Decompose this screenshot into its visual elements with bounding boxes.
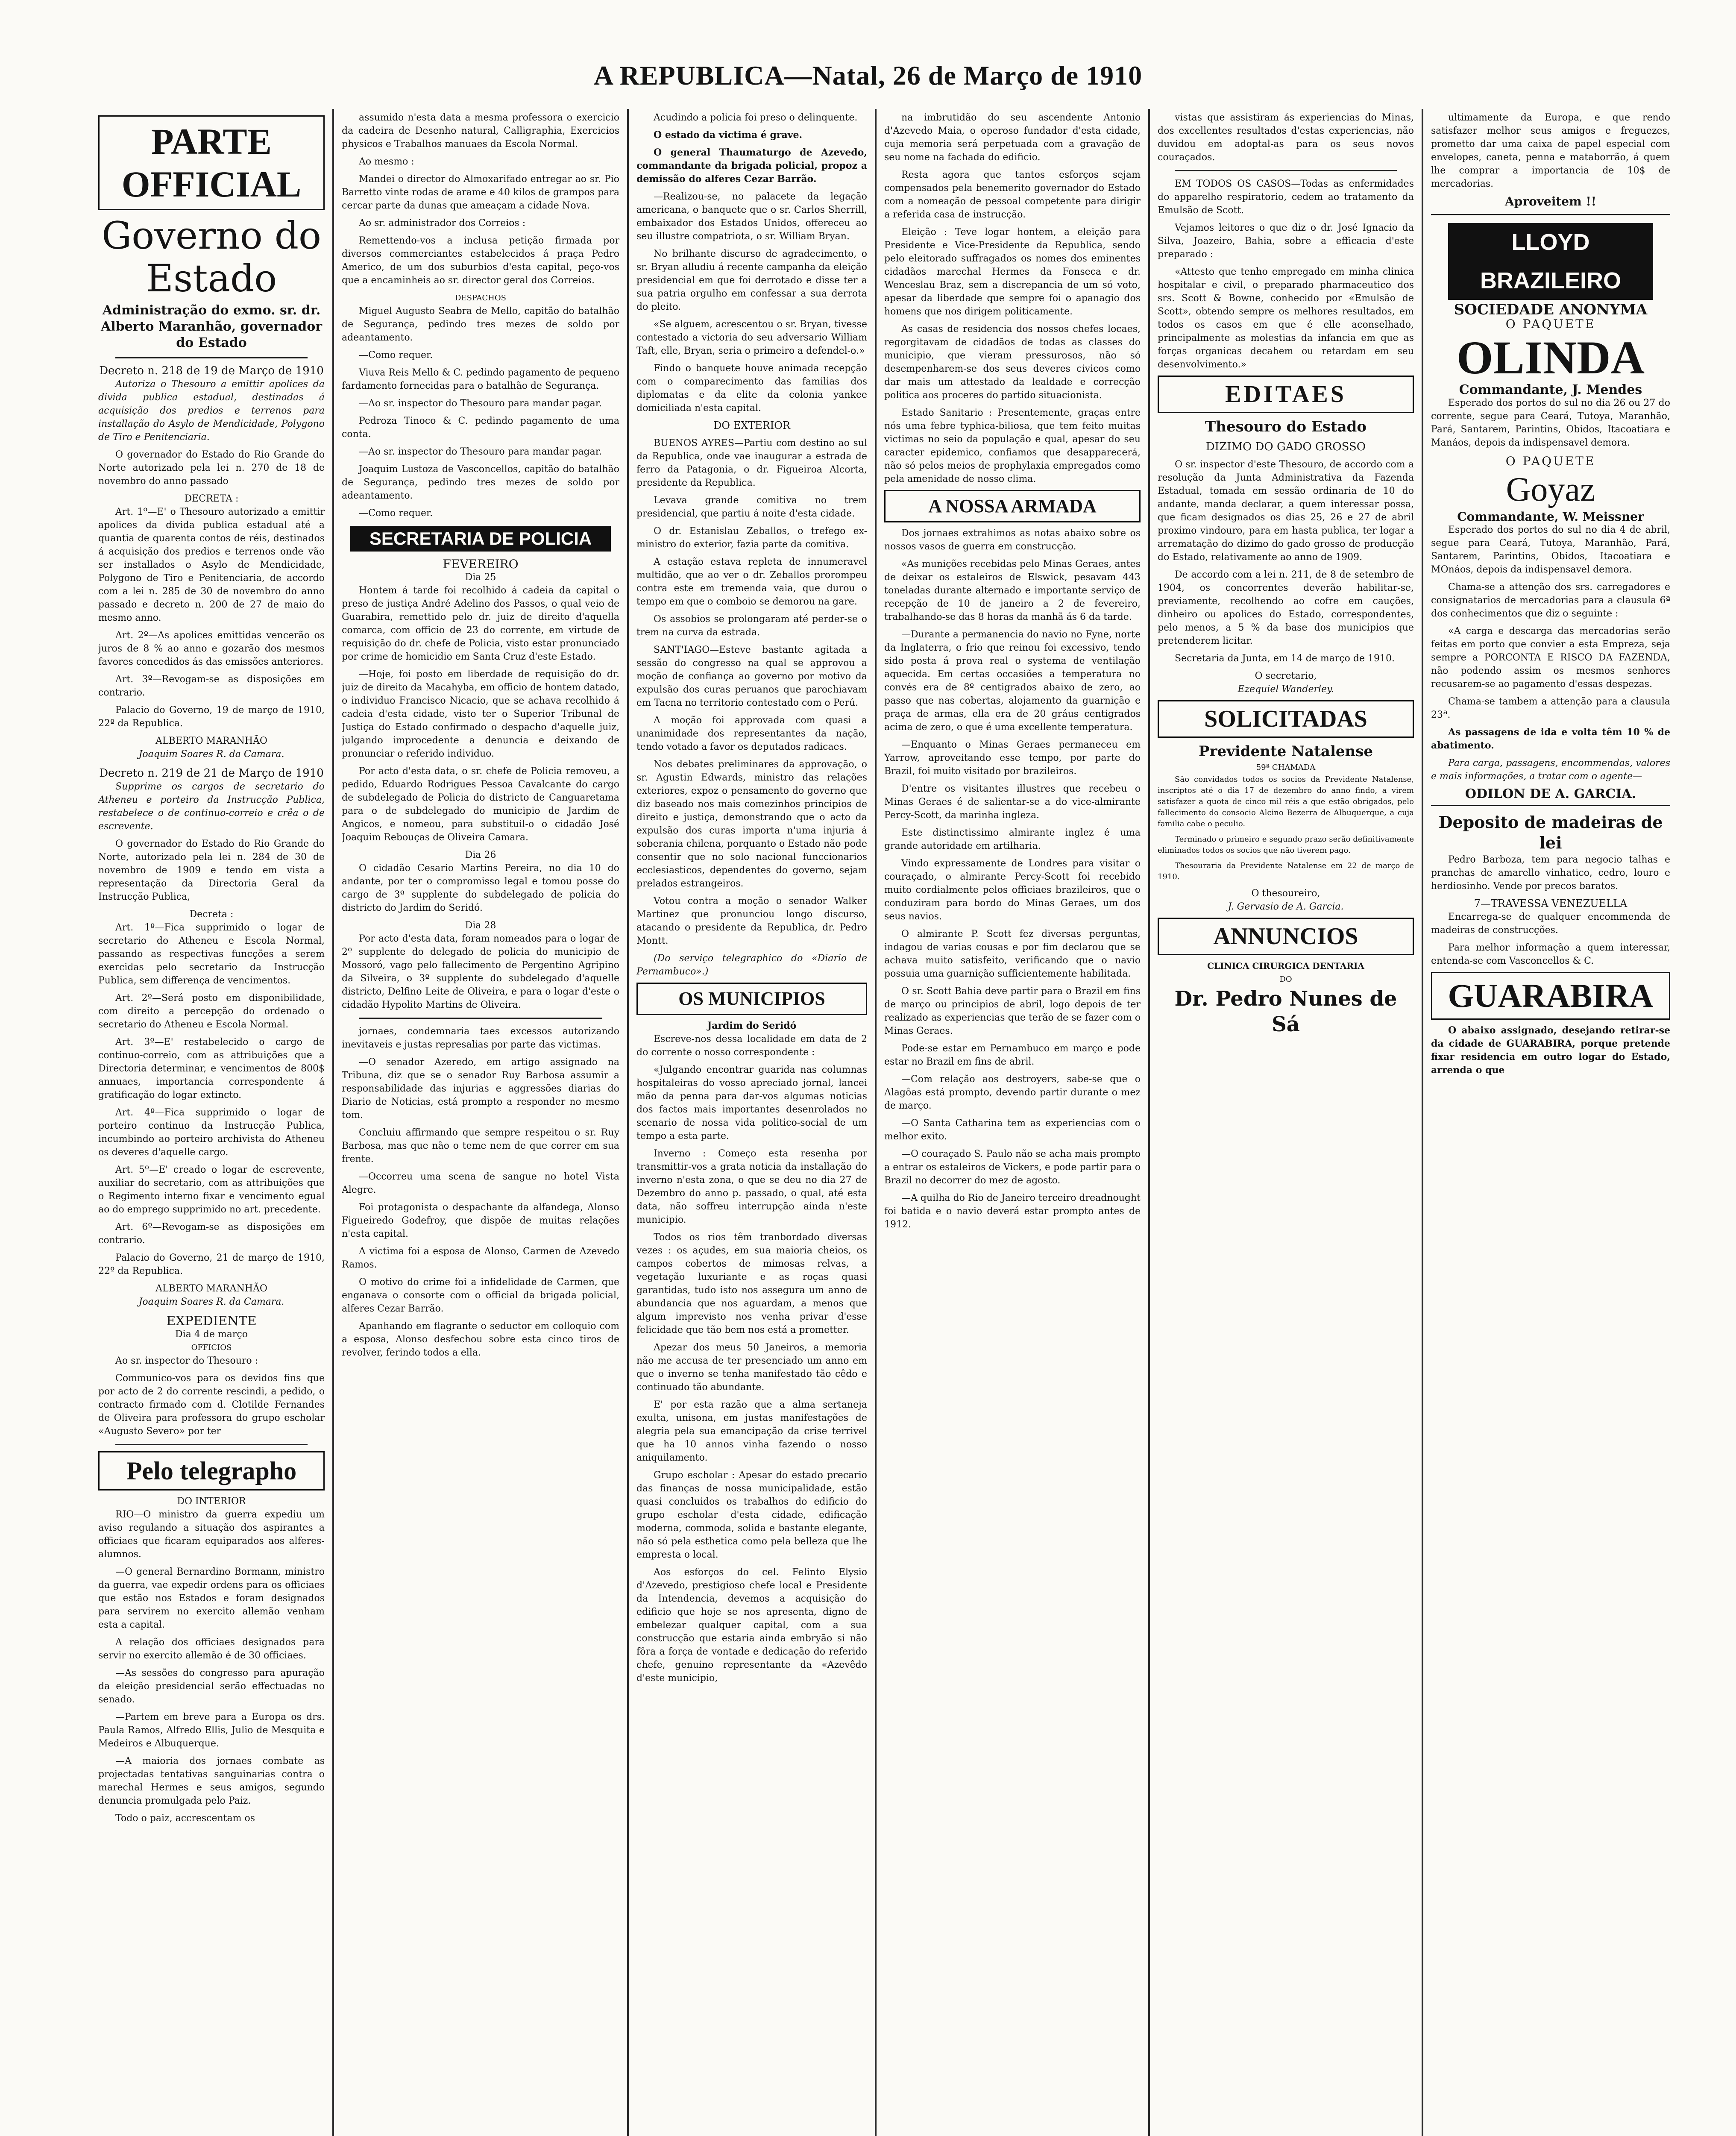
article-text: Vindo expressamente de Londres para visitar o couraçado, o almirante Percy-Scott foi recebido muito cordialmente pelos officiaes brazileiros, que o conduziram para bordo do Minas Geraes, um dos seus navios. [884,858,1141,922]
aproveitem: Aproveitem !! [1504,194,1597,208]
column-4 [884,111,1141,2136]
article-text: O cidadão Cesario Martins Pereira, no dia 10 do andante, por ter o compromisso legal e tomou posse do cargo de 3º supplente do subdelegado de policia do districto do Jardim do Seridó. [342,863,619,913]
article-text: E' por esta razão que a alma sertaneja exulta, unisona, em justas manifestações de alegria pela sua emancipação da crise terrivel que ha 10 annos vinha fazendo o nosso aniquilamento. [636,1400,867,1463]
article-text: Vejamos leitores o que diz o dr. José Ignacio da Silva, Joazeiro, Bahia, sobre a efficacia d'este preparado : [1158,223,1414,260]
decreto1-title: Decreto n. 218 de 19 de Março de 1910 [99,364,324,377]
editaes-heading: EDITAES [1158,376,1414,413]
article-text: São convidados todos os socios da Previdente Natalense, inscriptos até o dia 17 de dezembro do anno findo, a virem satisfazer a quota de cinco mil réis a que estão obrigados, pelo fallecimento do consocio Alcino Bezerra de Albuquerque, a cuja familia cabe o peculio. [1158,775,1414,828]
travessa-address: 7—TRAVESSA VENEZUELLA [1474,898,1628,910]
article-text: BUENOS AYRES—Partiu com destino ao sul da Republica, onde vae inaugurar a estrada de ferro da Patagonia, o dr. Figueiroa Alcorta, presidente da Republica. [636,438,867,488]
parte-official-heading: PARTE OFFICIAL [98,115,325,210]
article-text: O motivo do crime foi a infidelidade de Carmen, que enganava o consorte com o official da brigada policial, alferes Cezar Barrão. [342,1277,619,1314]
lloyd-heading: LLOYD BRAZILEIRO [1448,223,1653,300]
article-text: Acudindo a policia foi preso o delinquente. [654,112,858,123]
article-text: Levava grande comitiva no trem presidencial, que partiu á noite d'esta cidade. [636,495,867,519]
officio-text: Ao sr. inspector do Thesouro : [115,1356,258,1366]
divider [115,357,308,358]
column-1 [98,111,325,2136]
signature: ALBERTO MARANHÃO [155,736,267,746]
article-text: —O Santa Catharina tem as experiencias com o melhor exito. [884,1118,1141,1142]
article-text: Terminado o primeiro e segundo prazo serão definitivamente eliminados todos os socios que não tiverem pago. [1158,835,1414,855]
clinica-heading: CLINICA CIRURGICA DENTARIA [1207,961,1364,971]
article-text: As casas de residencia dos nossos chefes locaes, regorgitavam de cidadãos de todas as classes do municipio, que vieram pressurosos, não só desempenharem-se dos seus deveres civicos como dar mais um attestado da lealdade e correcção politica aos proceres do partido situacionista. [884,324,1141,401]
article-text: Para melhor informação a quem interessar, entenda-se com Vasconcellos & C. [1431,942,1670,966]
solicitadas-heading: SOLICITADAS [1158,700,1414,738]
palacio1: Palacio do Governo, 19 de março de 1910, 22º da Republica. [98,705,325,729]
guarabira-heading: GUARABIRA [1431,972,1670,1020]
column-6 [1431,111,1670,2136]
article-text: Dos jornaes extrahimos as notas abaixo sobre os nossos vasos de guerra em construcção. [884,528,1141,552]
signature: Ezequiel Wanderley. [1237,684,1334,695]
article-text: A moção foi approvada com quasi a unanimidade dos representantes da nação, tendo votado a favor os deputados radicaes. [636,715,867,752]
article-text: —Occorreu uma scena de sangue no hotel Vista Alegre. [342,1171,619,1195]
article-text: O dr. Estanislau Zeballos, o trefego ex-ministro do exterior, fazia parte da comitiva. [636,526,867,550]
decreta-label: Decreta : [189,909,234,920]
signature: Joaquim Soares R. da Camara. [138,749,284,760]
deposito-heading: Deposito de madeiras de lei [1438,813,1663,852]
article-text: O sr. inspector d'este Thesouro, de accordo com a resolução da Junta Administrativa da Fazenda Estadual, tomada em sessão ordinaria de 10 do andante, manda declarar, a quem interessar possa, que ficam designados os dias 25, 26 e 27 de abril proximo vindouro, para em hasta publica, ter logar a arrematação do dizimo do gado grosso de producção do Estado, relativamente ao anno de 1909. [1158,459,1414,563]
interior-heading: DO INTERIOR [177,1496,246,1507]
article-text: Por acto d'esta data, o sr. chefe de Policia removeu, a pedido, Eduardo Rodrigues Pessoa Cavalcante do cargo de subdelegado de Policia do districto de Canguaretama para o de subdelegado do municipio de Jardim de Angicos, e nomeou, para substituil-o o cidadão José Joaquim Rebouças de Oliveira Camara. [342,766,619,843]
article-text: Escreve-nos dessa localidade em data de 2 do corrente o nosso correspondente : [636,1034,867,1058]
article-text: Esperado dos portos do sul no dia 26 ou 27 do corrente, segue para Ceará, Tutoya, Maranhão, Pará, Santarem, Parintins, Obidos, Itacoatiara e Manáos, depois da indispensavel demora. [1431,398,1670,448]
paquete-label: O PAQUETE [1505,454,1596,468]
article-text: «Julgando encontrar guarida nas columnas hospitaleiras do vosso apreciado jornal, lancei mão da penna para dar-vos algumas noticias dos factos mais importantes desenrolados no scenario de nossa vida politico-social de um tempo a esta parte. [636,1065,867,1141]
article-text: Inverno : Começo esta resenha por transmittir-vos a grata noticia da installação do inverno n'esta zona, o que se deu no dia 27 de Dezembro do anno p. passado, o qual, até esta data, não soffreu interrupção ainda n'este municipio. [636,1148,867,1225]
dia-heading: Dia 25 [465,572,496,583]
article-text: Apanhando em flagrante o seductor em colloquio com a esposa, Alonso desfechou sobre esta cinco tiros de revolver, ferindo todos a ella. [342,1321,619,1358]
telegram: —A maioria dos jornaes combate as projectadas tentativas sanguinarias contra o marechal Hermes e seus amigos, segundo denuncia promulgada pelo Paiz. [98,1756,325,1806]
article-text: —Durante a permanencia do navio no Fyne, norte da Inglaterra, o frio que reinou foi excessivo, tendo sido posta á prova real o systema de ventilação aquecida. Em certas occasiões a temperatura no convés era de 8º centigrados abaixo de zero, ao passo que nas cobertas, alojamento da guarnição e praça de armas, ella era de 20 gráus centigrados acima de zero, o que é uma excellente temperatura. [884,629,1141,733]
column-2 [342,111,619,2136]
article-text: EM TODOS OS CASOS—Todas as enfermidades do apparelho respiratorio, cedem ao tratamento da Emulsão de Scott. [1158,179,1414,216]
signature: O thesoureiro, [1251,888,1320,899]
article-text: Pedro Barboza, tem para negocio talhas e pranchas de amarello vinhatico, cedro, louro e herdiosinho. Vende por precos baratos. [1431,854,1670,892]
masthead-title: A REPUBLICA—Natal, 26 de Março de 1910 [593,60,1143,91]
decreto2-art1: Art. 1º—Fica supprimido o logar de secretario do Atheneu e Escola Normal, passando as respectivas funcções a serem exercidas pelo secretario da Instrucção Publica, sem differença de vencimentos. [98,922,325,986]
telegram: A relação dos officiaes designados para servir no exercito allemão é de 30 officiaes. [98,1637,325,1661]
governo-heading: Governo do Estado [101,214,322,300]
decreto2-art6: Art. 6º—Revogam-se as disposições em contrario. [98,1222,325,1246]
article-text: Por acto d'esta data, foram nomeados para o logar de 2º supplente do delegado de policia do municipio de Mossoró, vago pelo fallecimento de Pergentino Agripino da Silveira, o 3º supplente do subdelegado d'aquelle districto, Delfino Leite de Oliveira, e para o logar d'este o cidadão Hypolito Martins de Oliveira. [342,933,619,1010]
previdente-heading: Previdente Natalense [1199,743,1373,760]
decreto2-art5: Art. 5º—E' creado o logar de escrevente, auxiliar do secretario, com as attribuições que o Regimento interno fixar e vencimento egual ao do emprego supprimido no art. precedente. [98,1165,325,1215]
article-text: Miguel Augusto Seabra de Mello, capitão do batalhão de Segurança, pedindo tres mezes de soldo por adeantamento. [342,306,619,343]
article-text: Grupo escholar : Apesar do estado precario das finanças de nossa municipalidade, estão quasi concluidos os trabalhos do edificio do grupo escholar d'esta cidade, edificação moderna, commoda, solida e bastante elegante, não só pela esthetica como pela belleza que lhe empresta o local. [636,1470,867,1560]
commandante: Commandante, J. Mendes [1459,382,1642,397]
decreto1-text: O governador do Estado do Rio Grande do Norte autorizado pela lei n. 270 de 18 de novembro do anno passado [98,449,325,487]
expediente-heading: EXPEDIENTE [166,1314,257,1329]
article-text: Chama-se a attenção dos srs. carregadores e consignatarios de mercadorias para a clausula 6ª dos conhecimentos que diz o seguinte : [1431,582,1670,619]
jardim-heading: Jardim do Seridó [707,1020,797,1031]
article-text: SANT'IAGO—Esteve bastante agitada a sessão do congresso na qual se approvou a moção de confiança ao governo por motivo da expulsão dos curas peruanos que parochiavam em Tacna no territorio contestado com o Perú. [636,645,867,708]
article-text: Encarrega-se de qualquer encommenda de madeiras de construcções. [1431,912,1670,936]
article-text: Apezar dos meus 50 Janeiros, a memoria não me accusa de ter presenciado um anno em que o inverno se tenha manifestado tão cêdo e continuado tão abundante. [636,1342,867,1393]
column-3 [636,111,867,2136]
decreto1-summary: Autoriza o Thesouro a emittir apolices da divida publica estadual, destinadas á acquisição dos predios e terrenos para installação do Asylo de Mendicidade, Polygono de Tiro e Penitenciaria. [98,379,325,443]
article-text: Foi protagonista o despachante da alfandega, Alonso Figueiredo Godefroy, que dispõe de muitas relações n'esta capital. [342,1202,619,1239]
article-text: O estado da victima é grave. [654,129,803,141]
article-text: —Ao sr. inspector do Thesouro para mandar pagar. [359,446,602,457]
article-text: O sr. Scott Bahia deve partir para o Brazil em fins de março ou principios de abril, logo depois de ter realizado as experiencias que terão de se fazer com o Minas Geraes. [884,986,1141,1036]
article-text: Chama-se tambem a attenção para a clausula 23ª. [1431,696,1670,720]
article-text: —O senador Azeredo, em artigo assignado na Tribuna, diz que se o senador Ruy Barbosa assumir a responsabilidade das injurias e aggressões diarias do Diario de Noticias, está prompto a responder no mesmo tom. [342,1057,619,1121]
column-rule [332,109,334,2136]
armada-heading: A NOSSA ARMADA [884,490,1141,522]
article-text: —Realizou-se, no palacete da legação americana, o banquete que o sr. Carlos Sherrill, embaixador dos Estados Unidos, offereceu ao seu illustre compatriota, o sr. William Bryan. [636,191,867,242]
decreto1-art3: Art. 3º—Revogam-se as disposições em contrario. [98,674,325,698]
telegram: —Partem em breve para a Europa os drs. Paula Ramos, Alfredo Ellis, Julio de Mesquita e Medeiros e Albuquerque. [98,1712,325,1749]
masthead [0,60,1736,107]
decreto2-art4: Art. 4º—Fica supprimido o logar de porteiro continuo da Instrucção Publica, incumbindo ao porteiro archivista do Atheneu os deveres d'aquelle cargo. [98,1107,325,1158]
agent-name: ODILON DE A. GARCIA. [1465,786,1636,801]
article-text: «Se alguem, acrescentou o sr. Bryan, tivesse contestado a victoria do seu adversario William Taft, elle, Bryan, seria o primeiro a defendel-o.» [636,319,867,356]
decreto2-text: O governador do Estado do Rio Grande do Norte, autorizado pela lei n. 284 de 30 de novembro de 1909 e tendo em vista a representação da Directoria Geral da Instrucção Publica, [98,839,325,902]
article-text: Joaquim Lustoza de Vasconcellos, capitão do batalhão de Segurança, pedindo tres mezes de soldo por adeantamento. [342,464,619,501]
goyaz-heading: Goyaz [1506,471,1595,508]
article-text: Mandei o director do Almoxarifado entregar ao sr. Pio Barretto vinte rodas de arame e 40 kilos de grampos para cercar parte da dunas que ameaçam a cidade Nova. [342,174,619,211]
article-text: Resta agora que tantos esforços sejam compensados pela benemerito governador do Estado com a nomeação de pessoal competente para dirigir a referida casa de instrucção. [884,170,1141,220]
dizimo-heading: DIZIMO DO GADO GROSSO [1205,440,1366,453]
article-text: «A carga e descarga das mercadorias serão feitas em porto que convier a esta Empreza, seja sempre a PORCONTA E RISCO DA FAZENDA, não podendo assim os mesmos senhores recusarem-se ao pagamento d'essas despezas. [1431,626,1670,690]
article-text: vistas que assistiram ás experiencias do Minas, dos excellentes resultados d'estas experiencias, não duvidou em adoptal-as para os seus novos couraçados. [1158,112,1414,163]
signature: ALBERTO MARANHÃO [155,1283,267,1294]
doctor-name: Dr. Pedro Nunes de Sá [1174,987,1397,1036]
article-text: Concluiu affirmando que sempre respeitou o sr. Ruy Barbosa, mas que não o teme nem de que correr em sua frente. [342,1127,619,1165]
telegram: RIO—O ministro da guerra expediu um aviso regulando a situação dos aspirantes a officiaes que ficaram equiparados aos alferes-alumnos. [98,1509,325,1560]
dia4: Dia 4 de março [175,1329,248,1340]
exterior-heading: DO EXTERIOR [713,420,790,431]
article-text: O abaixo assignado, desejando retirar-se da cidade de GUARABIRA, porque pretende fixar residencia em outro logar do Estado, arrenda o que [1431,1025,1670,1076]
article-text: Remettendo-vos a inclusa petição firmada por diversos commerciantes estabelecidos á praça Pedro Americo, de um dos suburbios d'esta capital, peço-vos que a encaminheis ao sr. director geral dos Correios. [342,235,619,286]
article-text: —O couraçado S. Paulo não se acha mais prompto a entrar os estaleiros de Vickers, e pode partir para o Brazil no decorrer do mez de agosto. [884,1149,1141,1186]
article-text: Para carga, passagens, encommendas, valores e mais informações, a tratar com o agente— [1431,758,1670,782]
column-5 [1158,111,1414,2136]
dia-heading: Dia 26 [465,850,496,860]
decreto2-art2: Art. 2º—Será posto em disponibilidade, com direito a percepção do ordenado o secretario do Atheneu e Escola Normal. [98,993,325,1030]
article-text: A estação estava repleta de innumeravel multidão, que ao ver o dr. Zeballos prorompeu contra este em tremenda vaia, que durou o tempo em que o comboio se demorou na gare. [636,557,867,607]
article-text: «As munições recebidas pelo Minas Geraes, antes de deixar os estaleiros de Elswick, pesavam 443 toneladas durante alternado e importante serviço de recepção de 10 de janeiro a 2 de fevereiro, trabalhando-se das 8 horas da manhã ás 6 da tarde. [884,559,1141,622]
clinica-do: DO [1279,975,1292,984]
admin-heading: Administração do exmo. sr. dr. Alberto Maranhão, governador do Estado [100,303,323,350]
thesouro-heading: Thesouro do Estado [1205,418,1367,435]
article-text: Viuva Reis Mello & C. pedindo pagamento de pequeno fardamento fornecidas para o batalhão de Segurança. [342,367,619,391]
telegram: —As sessões do congresso para apuração da eleição presidencial serão effectuadas no senado. [98,1668,325,1705]
article-text: Ao sr. administrador dos Correios : [359,218,526,229]
lloyd-ad [1431,214,1670,806]
article-text: Os assobios se prolongaram até perder-se o trem na curva da estrada. [636,614,867,638]
article-text: A victima foi a esposa de Alonso, Carmen de Azevedo Ramos. [342,1246,619,1270]
article-text: No brilhante discurso de agradecimento, o sr. Bryan alludiu á recente campanha da eleição presidencial em que foi derrotado e disse ter a sua patria orgulho em confessar a sua derrota do pleito. [636,249,867,312]
article-text: —Com relação aos destroyers, sabe-se que o Alagôas está prompto, devendo partir durante o mez de março. [884,1074,1141,1111]
article-text: Hontem á tarde foi recolhido á cadeia da capital o preso de justiça André Adelino dos Passos, o qual veio de Guarabira, remettido pelo dr. juiz de direito d'aquella comarca, com officio de 23 do corrente, em virtude de requisição do dr. chefe de Policia, visto estar pronunciado por crime de homicidio em Santa Cruz d'este Estado. [342,585,619,662]
column-rule [627,109,629,2136]
divider [359,1018,602,1019]
column-rule [1148,109,1150,2136]
column-rule [875,109,877,2136]
decreta-label: DECRETA : [184,493,239,504]
article-text: Estado Sanitario : Presentemente, graças entre nós uma febre typhica-biliosa, que tem feito muitas victimas no seio da população e qual, apesar do seu caracter epidemico, confiamos que desapparecerá, não só pelos meios de prophylaxia empregados como pela amenidade de nosso clima. [884,408,1141,484]
article-text: Pedroza Tinoco & C. pedindo pagamento de uma conta. [342,416,619,440]
secretaria-heading: SECRETARIA DE POLICIA [350,526,611,552]
article-text: Todos os rios têm tranbordado diversas vezes : os açudes, em sua maioria cheios, os campos cobertos de mimosas relvas, a vegetação luxuriante e as roças quasi garantidas, tudo isto nos assegura um anno de abundancia que nos aguardam, a menos que algum imprevisto nos venha privar d'esse felicidade que tão bem nos está a prometter. [636,1232,867,1335]
despachos-heading: DESPACHOS [455,293,506,302]
article-text: Findo o banquete houve animada recepção com o comparecimento das familias dos diplomatas e da elite da colonia yankee domiciliada n'esta capital. [636,363,867,414]
article-text: jornaes, condemnaria taes excessos autorizando inevitaveis e justas represalias por parte das victimas. [342,1026,619,1050]
decreto1-art2: Art. 2º—As apolices emittidas vencerão os juros de 8 % ao anno e gozarão dos mesmos favores concedidos ás das emissões anteriores. [98,630,325,667]
officios-heading: OFFICIOS [191,1343,232,1352]
article-text: As passagens de ida e volta têm 10 % de abatimento. [1431,727,1670,751]
article-text: Ao mesmo : [359,156,414,167]
article-text: —Hoje, foi posto em liberdade de requisição do dr. juiz de direito da Macahyba, em officio de hontem datado, o individuo Francisco Nicacio, que se achava recolhido á cadeia d'esta cidade, visto ter o Superior Tribunal de Justiça do Estado confirmado o despacho d'aquelle juiz, julgando improcedente a denuncia e deixando de pronunciar o referido individuo. [342,669,619,759]
divider [1175,170,1397,171]
signature: O secretario, [1255,671,1317,681]
article-text: Este distinctissimo almirante inglez é uma grande autoridade em artilharia. [884,827,1141,851]
article-text: Nos debates preliminares da approvação, o sr. Agustin Edwards, ministro das relações exteriores, expoz o pensamento do governo que diz baseado nos mais comezinhos principios de direito e justiça, demonstrando que o acto da expulsão dos curas importa n'uma injuria á soberania chilena, porquanto o Estado não pode consentir que no solo nacional funccionarios ecclesiasticos, dependentes do governo, sejam prelados estrangeiros. [636,759,867,889]
article-text: na imbrutidão do seu ascendente Antonio d'Azevedo Maia, o operoso fundador d'esta cidade, cuja memoria será perpetuada com a gravação de seu nome na fachada do edificio. [884,112,1141,163]
olinda-heading: OLINDA [1456,332,1645,384]
decreto2-summary: Supprime os cargos de secretario do Atheneu e porteiro da Instrucção Publica, restabelece o de continuo-correio e crêa o de escrevente. [98,781,325,832]
article-text: —Como requer. [359,350,433,361]
article-text: D'entre os visitantes illustres que recebeu o Minas Geraes é de salientar-se a do vice-almirante Percy-Scott, da marinha ingleza. [884,783,1141,821]
article-text: Eleição : Teve logar hontem, a eleição para Presidente e Vice-Presidente da Republica, sendo pelo eleitorado suffragados os nomes dos eminentes cidadãos marechal Hermes da Fonseca e dr. Wenceslau Braz, sem a discrepancia de um só voto, apesar da liberdade que sempre foi o apanagio dos homens que nos dirigem politicamente. [884,227,1141,317]
article-text: —Ao sr. inspector do Thesouro para mandar pagar. [359,398,602,409]
municipios-heading: OS MUNICIPIOS [636,983,867,1015]
article-text: Pode-se estar em Pernambuco em março e pode estar no Brazil em fins de abril. [884,1043,1141,1067]
signature: J. Gervasio de A. Garcia. [1228,901,1344,912]
article-text: Thesouraria da Previdente Natalense em 22 de março de 1910. [1158,861,1414,881]
decreto1-art1: Art. 1º—E' o Thesouro autorizado a emittir apolices da divida publica estadual até a quantia de quarenta contos de réis, destinados á acquisição dos predios e terrenos onde vão ser installados o Asylo de Mendicidade, Polygono de Tiro e Penitenciaria, de accordo com a lei n. 285 de 30 de novembro do anno passado e decreto n. 200 de 27 de maio do mesmo anno. [98,507,325,623]
telegram: —O general Bernardino Bormann, ministro da guerra, vae expedir ordens para os officiaes que estão nos Estados e foram designados para servirem no exercito allemão venham esta a capital. [98,1567,325,1630]
decreto2-title: Decreto n. 219 de 21 de Março de 1910 [99,767,324,780]
dia-heading: Dia 28 [465,920,496,931]
telegrapho-heading: Pelo telegrapho [98,1451,325,1491]
signature: Joaquim Soares R. da Camara. [138,1297,284,1307]
palacio2: Palacio do Governo, 21 de março de 1910, 22º da Republica. [98,1253,325,1276]
commandante: Commandante, W. Meissner [1457,510,1644,524]
annuncios-heading: ANNUNCIOS [1158,918,1414,955]
article-text: ultimamente da Europa, e que rendo satisfazer melhor seus amigos e freguezes, prometto dar uma caixa de papel especial com envelopes, caneta, penna e mataborrão, á quem lhe comprar a importancia de 10$ de mercadorias. [1431,112,1670,189]
article-text: assumido n'esta data a mesma professora o exercicio da cadeira de Desenho natural, Calligraphia, Exercicios physicos e Trabalhos manuaes da Escola Normal. [342,112,619,150]
article-text: Votou contra a moção o senador Walker Martinez que pronunciou longo discurso, atacando o presidente da Republica, dr. Pedro Montt. [636,896,867,946]
column-rule [1422,109,1423,2136]
paquete-label: O PAQUETE [1505,317,1596,331]
article-text: Aos esforços do cel. Felinto Elysio d'Azevedo, prestigioso chefe local e Presidente da Intendencia, devemos a acquisição do edificio que hoje se nos apresenta, digno de embelezar qualquer capital, com a sua construcção que estaria ainda embryão si não fôra a força de vontade e dedicação do referido chefe, genuino representante da «Azevêdo d'este municipio, [636,1567,867,1684]
divider [115,1444,308,1445]
article-text: —Como requer. [359,508,433,519]
article-text: (Do serviço telegraphico do «Diario de Pernambuco».) [636,953,867,977]
chamada-heading: 59ª CHAMADA [1256,763,1316,772]
article-text: O almirante P. Scott fez diversas perguntas, indagou de varias cousas e por fim declarou que se achava muito satisfeito, verificando que o navio possuia uma guarnição sufficientemente habilitada. [884,929,1141,979]
fevereiro-heading: FEVEREIRO [443,557,519,571]
article-text: De accordo com a lei n. 211, de 8 de setembro de 1904, os concorrentes deverão habilitar-se, previamente, recolhendo ao cofre em cauções, dinheiro ou apolices do Estado, correspondentes, pelo menos, a 5 % da base dos municipios que pretenderem licitar. [1158,569,1414,646]
article-text: Secretaria da Junta, em 14 de março de 1910. [1175,653,1395,664]
article-text: —A quilha do Rio de Janeiro terceiro dreadnought foi batida e o navio deverá estar prompto antes de 1912. [884,1193,1141,1230]
article-text: Esperado dos portos do sul no dia 4 de abril, segue para Ceará, Tutoya, Maranhão, Pará, Santarem, Parintins, Obidos, Itacoatiara e MOnáos, depois da indispensavel demora. [1431,525,1670,575]
telegram: Todo o paiz, accrescentam os [115,1813,255,1824]
article-text: —Enquanto o Minas Geraes permaneceu em Yarrow, aproveitando esse tempo, por parte do Brazil, foi muito visitado por brazileiros. [884,739,1141,777]
article-text: «Attesto que tenho empregado em minha clinica hospitalar e civil, o preparado pharmaceutico dos srs. Scott & Bowne, conhecido por «Emulsão de Scott», obtendo sempre os melhores resultados, em todos os casos em que é elle aconselhado, principalmente as molestias da infancia em que as forças organicas decahem ou retardam em seu desenvolvimento.» [1158,267,1414,370]
sociedade-heading: SOCIEDADE ANONYMA [1454,301,1648,318]
officio-text: Communico-vos para os devidos fins que por acto de 2 do corrente rescindi, a pedido, o contracto firmado com d. Clotilde Fernandes de Oliveira para professora do grupo escholar «Augusto Severo» por ter [98,1373,325,1437]
decreto2-art3: Art. 3º—E' restabelecido o cargo de continuo-correio, com as attribuições que a Directoria determinar, e vencimentos de 800$ annuaes, importancia correspondente á gratificação do logar extincto. [98,1037,325,1100]
article-text: O general Thaumaturgo de Azevedo, commandante da brigada policial, propoz a demissão do alferes Cezar Barrão. [636,147,867,185]
